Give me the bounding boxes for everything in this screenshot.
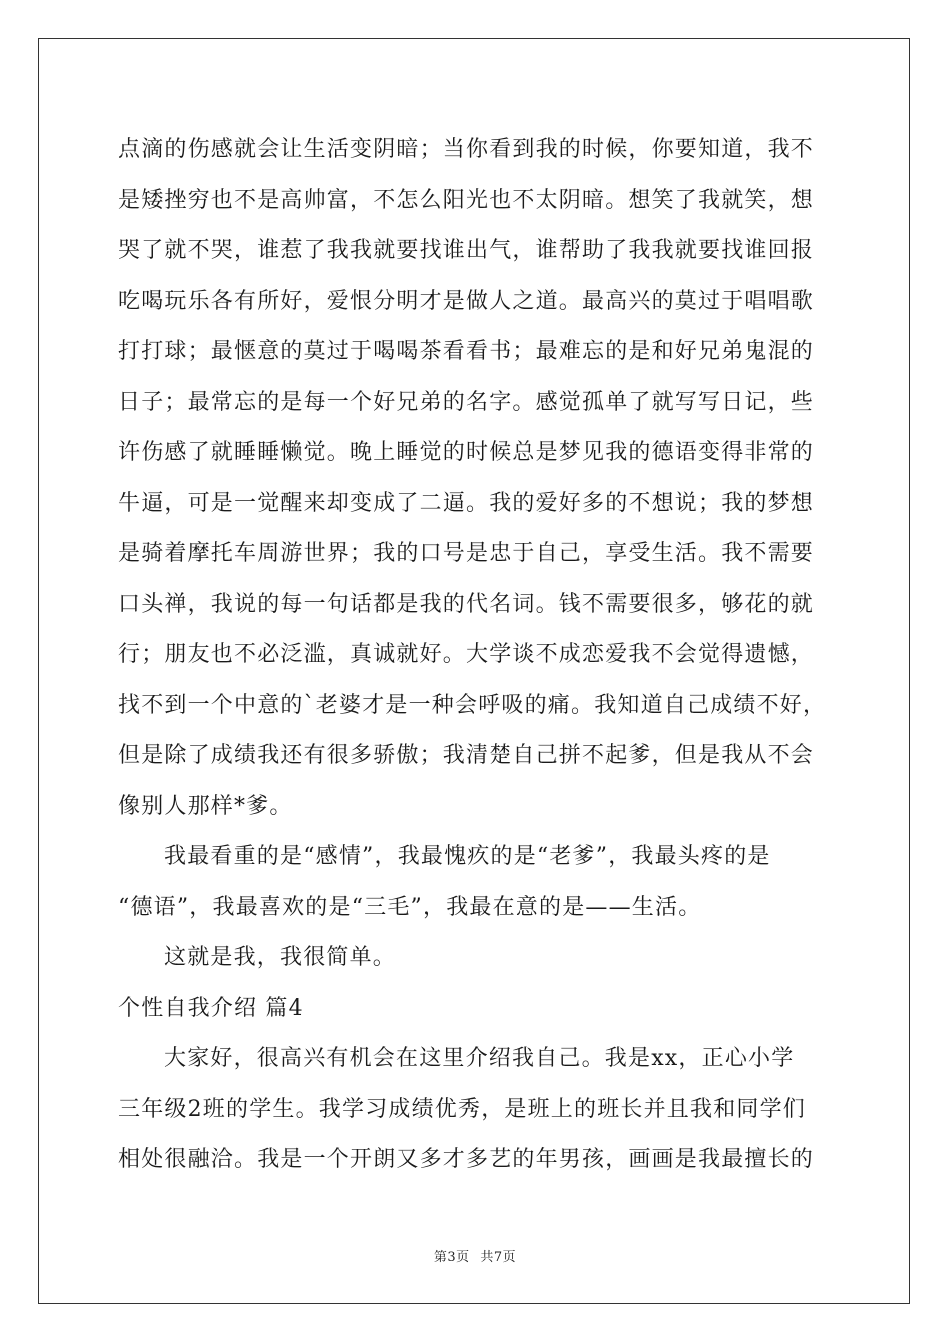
text-line: 找不到一个中意的`老婆才是一种会呼吸的痛。我知道自己成绩不好， [118, 692, 827, 718]
text-line: 大家好，很高兴有机会在这里介绍我自己。我是xx，正心小学 [164, 1046, 795, 1071]
text-line: 日子；最常忘的是每一个好兄弟的名字。感觉孤单了就写写日记，些 [118, 389, 815, 415]
text-line: 是矮挫穷也不是高帅富，不怎么阳光也不太阴暗。想笑了我就笑，想 [118, 187, 815, 213]
page-number: 第3页 [433, 1250, 470, 1265]
text-line: 三年级2班的学生。我学习成绩优秀，是班上的班长并且我和同学们 [118, 1096, 806, 1122]
text-line: 像别人那样*爹。 [118, 793, 293, 819]
text-line: 打打球；最惬意的莫过于喝喝茶看看书；最难忘的是和好兄弟鬼混的 [118, 339, 815, 364]
text-line: 牛逼，可是一觉醒来却变成了二逼。我的爱好多的不想说；我的梦想 [118, 490, 815, 516]
text-line: 许伤感了就睡睡懒觉。晚上睡觉的时候总是梦见我的德语变得非常的 [118, 440, 815, 465]
text-line: 但是除了成绩我还有很多骄傲；我清楚自己拼不起爹，但是我从不会 [118, 743, 815, 768]
text-line: 点滴的伤感就会让生活变阴暗；当你看到我的时候，你要知道，我不 [118, 137, 815, 162]
section-heading: 个性自我介绍 篇4 [118, 995, 304, 1021]
text-line: 是骑着摩托车周游世界；我的口号是忠于自己，享受生活。我不需要 [118, 541, 815, 566]
text-line: 我最看重的是“感情”，我最愧疚的是“老爹”，我最头疼的是 [164, 844, 771, 869]
text-line: 口头禅，我说的每一句话都是我的代名词。钱不需要很多，够花的就 [118, 591, 815, 617]
document-body [118, 125, 838, 1186]
text-line: 哭了就不哭，谁惹了我我就要找谁出气，谁帮助了我我就要找谁回报 [118, 238, 815, 263]
page-total: 共7页 [480, 1250, 517, 1265]
text-line: “德语”，我最喜欢的是“三毛”，我最在意的是——生活。 [118, 894, 702, 920]
text-line: 这就是我，我很简单。 [164, 945, 397, 970]
text-line: 相处很融洽。我是一个开朗又多才多艺的年男孩，画画是我最擅长的 [118, 1147, 815, 1172]
page-footer [0, 1246, 950, 1265]
text-line: 吃喝玩乐各有所好，爱恨分明才是做人之道。最高兴的莫过于唱唱歌 [118, 288, 815, 314]
text-line: 行；朋友也不必泛滥，真诚就好。大学谈不成恋爱我不会觉得遗憾， [118, 642, 815, 667]
